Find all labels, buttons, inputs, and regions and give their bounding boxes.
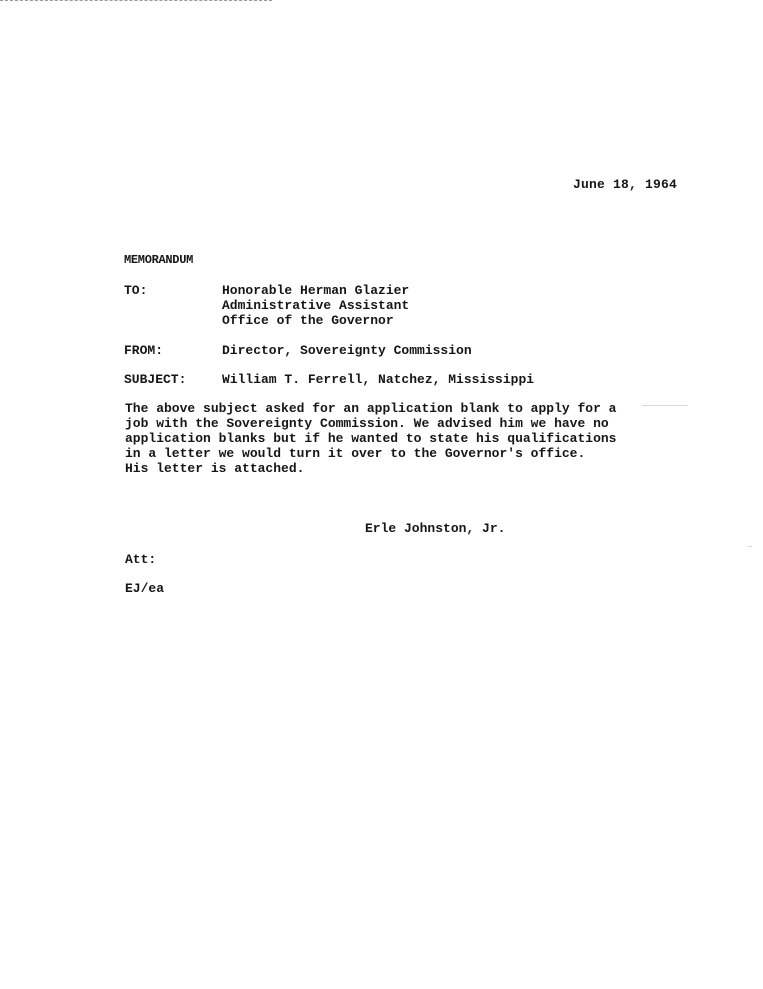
from-label: FROM:	[124, 343, 164, 358]
scan-speck	[748, 546, 752, 547]
top-edge-rule	[0, 0, 272, 1]
to-recipient	[222, 283, 409, 328]
to-line: Honorable Herman Glazier	[222, 283, 410, 298]
body-line: in a letter we would turn it over to the Governor's office.	[125, 446, 586, 461]
from-value: Director, Sovereignty Commission	[222, 343, 472, 358]
to-line: Office of the Governor	[222, 313, 394, 328]
memo-heading: MEMORANDUM	[124, 253, 194, 267]
to-line: Administrative Assistant	[222, 298, 410, 313]
reference-initials: EJ/ea	[125, 581, 165, 596]
memo-date: June 18, 1964	[573, 177, 678, 192]
body-line: His letter is attached.	[125, 461, 305, 476]
scan-speck	[642, 405, 688, 406]
signature: Erle Johnston, Jr.	[365, 521, 506, 536]
subject-value: William T. Ferrell, Natchez, Mississippi	[222, 372, 535, 387]
body-line: The above subject asked for an application blank to apply for a	[125, 401, 617, 416]
body-line: application blanks but if he wanted to state his qualifications	[125, 431, 617, 446]
to-label: TO:	[124, 283, 148, 298]
subject-label: SUBJECT:	[124, 372, 187, 387]
enclosure-notation: Att:	[125, 552, 157, 567]
memo-body	[125, 401, 617, 476]
body-line: job with the Sovereignty Commission. We advised him we have no	[125, 416, 609, 431]
